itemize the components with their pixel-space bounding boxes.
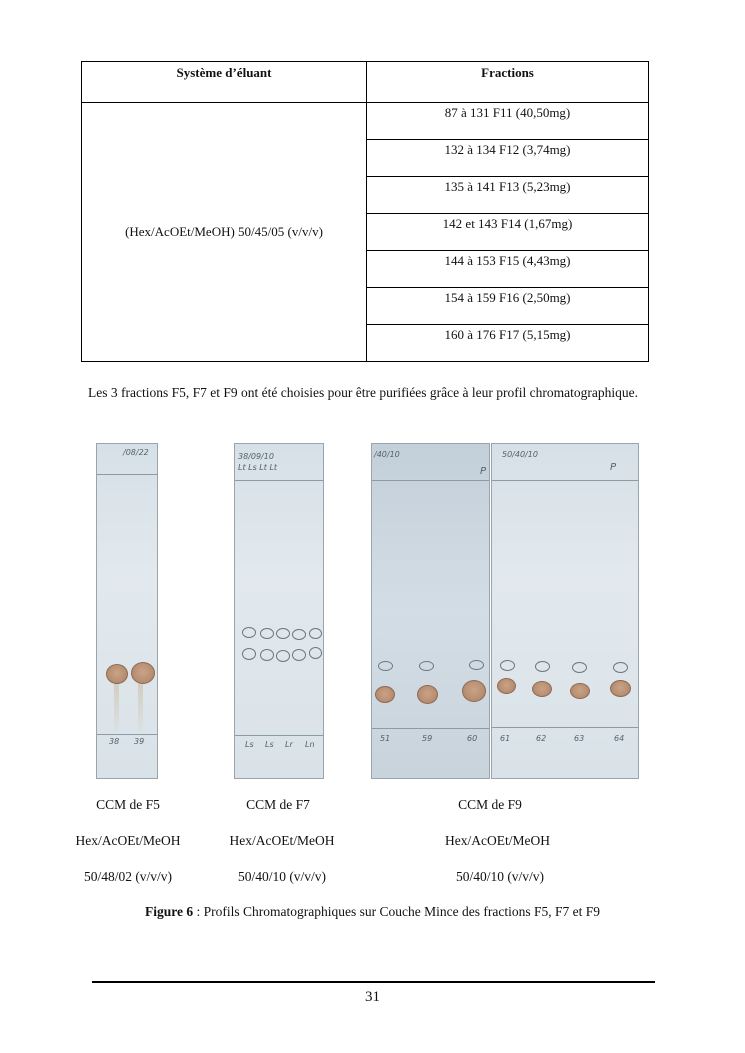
- caption-f5-title: CCM de F5: [96, 797, 160, 812]
- tlc-spot: [276, 628, 290, 639]
- tlc-plate-f5: [96, 443, 158, 779]
- tlc-spot: [260, 649, 274, 661]
- lane-label: 51: [380, 734, 391, 743]
- tlc-plate-f7: [234, 443, 324, 779]
- tlc-spot: [572, 662, 587, 673]
- caption-f5-ratio: 50/48/02 (v/v/v): [83, 869, 173, 884]
- baseline: [372, 728, 489, 729]
- tlc-spot: [613, 662, 628, 673]
- lane-label: 59: [422, 734, 433, 743]
- caption-f9-title: CCM de F9: [458, 797, 522, 812]
- caption-f7-solvent: Hex/AcOEt/MeOH: [229, 833, 335, 848]
- tlc-plate-f9-b: [491, 443, 639, 779]
- lane-label: 62: [536, 734, 547, 743]
- eluant-system-cell: (Hex/AcOEt/MeOH) 50/45/05 (v/v/v): [82, 103, 367, 362]
- tlc-plate-f9-a: [371, 443, 490, 779]
- tlc-spot: [292, 629, 306, 640]
- plate-date: 50/40/10: [502, 450, 538, 459]
- lane-label: Ls: [245, 740, 254, 749]
- baseline: [235, 735, 323, 736]
- tlc-spot: [106, 664, 128, 684]
- tlc-spot: [242, 648, 256, 660]
- tlc-spot: [417, 685, 438, 704]
- lane-label: Ls: [265, 740, 274, 749]
- solvent-front-line: [372, 480, 489, 481]
- figure-text: : Profils Chromatographiques sur Couche Mince des fractions F5, F7 et F9: [193, 904, 600, 919]
- tlc-spot: [309, 628, 322, 639]
- tlc-spot: [497, 678, 516, 694]
- header-fractions: Fractions: [367, 62, 649, 103]
- tlc-spot: [570, 683, 590, 699]
- caption-f5-solvent: Hex/AcOEt/MeOH: [75, 833, 181, 848]
- fraction-cell: 87 à 131 F11 (40,50mg): [367, 103, 649, 140]
- fraction-cell: 160 à 176 F17 (5,15mg): [367, 325, 649, 362]
- plate-date: 38/09/10: [238, 452, 274, 461]
- tlc-spot: [462, 680, 486, 702]
- solvent-front-line: [97, 474, 157, 475]
- plate-mark: P: [610, 462, 617, 473]
- caption-f9-solvent: Hex/AcOEt/MeOH: [445, 833, 550, 848]
- page-number: 31: [365, 989, 380, 1005]
- baseline: [97, 734, 157, 735]
- tlc-spot: [378, 661, 393, 671]
- plate-annotation: Lt Ls Lt Lt: [238, 463, 278, 472]
- tlc-spot: [309, 647, 322, 659]
- tlc-spot: [535, 661, 550, 672]
- sample-streak: [114, 682, 119, 732]
- lane-label: 61: [500, 734, 511, 743]
- tlc-spot: [419, 661, 434, 671]
- baseline: [492, 727, 638, 728]
- lane-label: Ln: [305, 740, 315, 749]
- fraction-cell: 142 et 143 F14 (1,67mg): [367, 214, 649, 251]
- caption-f7-ratio: 50/40/10 (v/v/v): [237, 869, 327, 884]
- lane-label: 38: [109, 737, 120, 746]
- eluant-table: [81, 61, 649, 362]
- lane-label: 63: [574, 734, 585, 743]
- lane-label: 39: [134, 737, 145, 746]
- tlc-spot: [292, 649, 306, 661]
- tlc-spot: [610, 680, 631, 697]
- lane-label: 60: [467, 734, 478, 743]
- tlc-spot: [276, 650, 290, 662]
- fraction-cell: 144 à 153 F15 (4,43mg): [367, 251, 649, 288]
- plate-date: /08/22: [123, 448, 149, 457]
- figure-label: Figure 6: [145, 904, 194, 919]
- fraction-cell: 154 à 159 F16 (2,50mg): [367, 288, 649, 325]
- plate-mark: P: [480, 466, 487, 477]
- solvent-front-line: [235, 480, 323, 481]
- solvent-front-line: [492, 480, 638, 481]
- body-paragraph: Les 3 fractions F5, F7 et F9 ont été choisies pour être purifiées grâce à leur profil chromatographique.: [88, 385, 638, 400]
- header-system: Système d’éluant: [82, 62, 367, 103]
- lane-label: 64: [614, 734, 625, 743]
- footer-rule: [92, 981, 655, 983]
- tlc-spot: [131, 662, 155, 684]
- fraction-cell: 135 à 141 F13 (5,23mg): [367, 177, 649, 214]
- lane-label: Lr: [285, 740, 293, 749]
- caption-f7-title: CCM de F7: [246, 797, 310, 812]
- caption-f9-ratio: 50/40/10 (v/v/v): [455, 869, 545, 884]
- sample-streak: [138, 682, 143, 732]
- tlc-spot: [375, 686, 395, 703]
- tlc-spot: [469, 660, 484, 670]
- tlc-spot: [242, 627, 256, 638]
- fraction-cell: 132 à 134 F12 (3,74mg): [367, 140, 649, 177]
- tlc-spot: [260, 628, 274, 639]
- plate-date: /40/10: [374, 450, 400, 459]
- tlc-spot: [500, 660, 515, 671]
- figure-caption: [0, 904, 745, 920]
- tlc-spot: [532, 681, 552, 697]
